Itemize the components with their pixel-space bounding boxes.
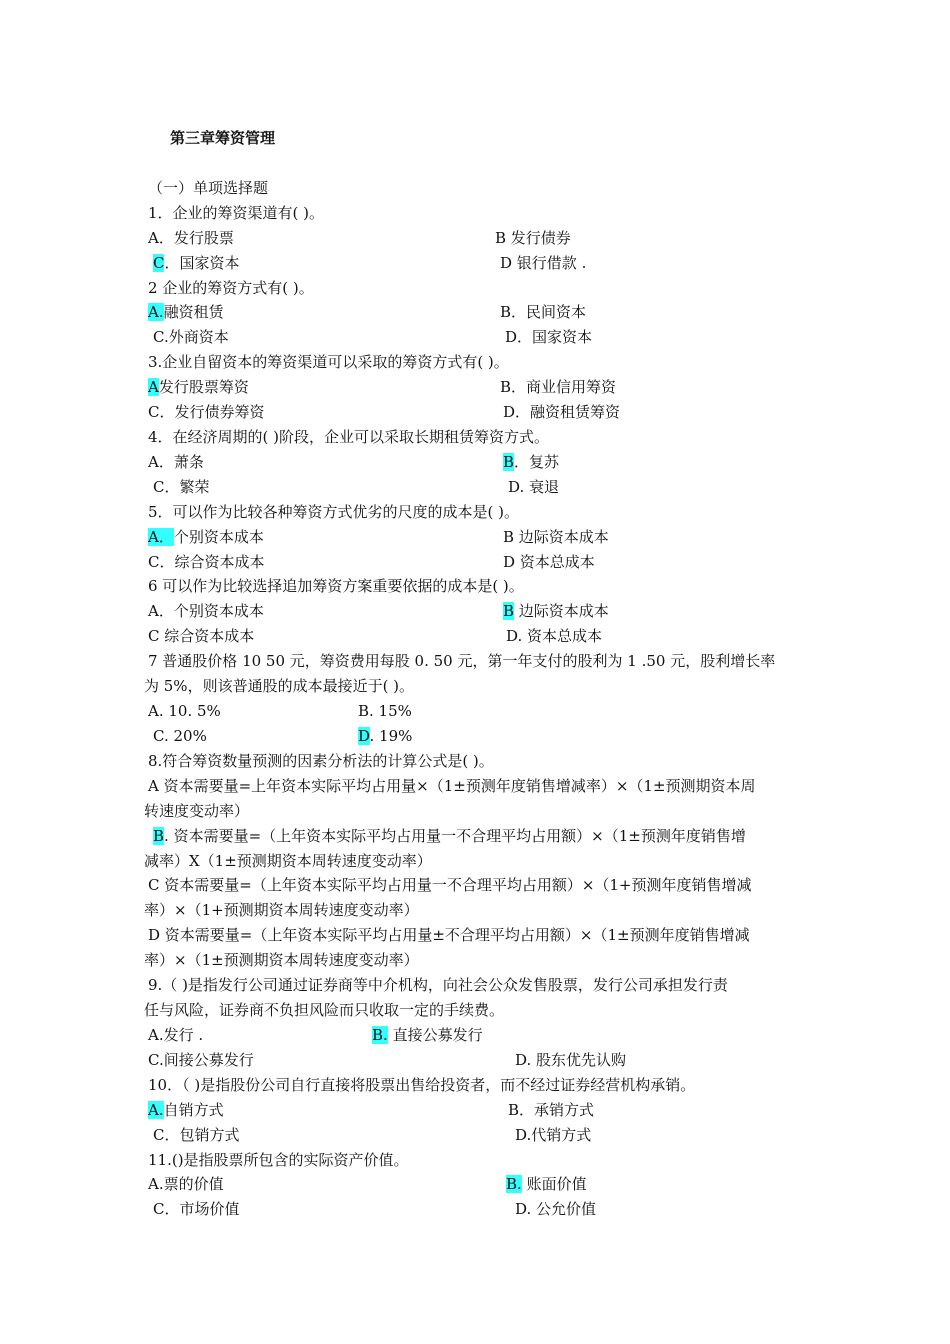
q6-option-d: D. 资本总成本	[506, 627, 603, 645]
q8-option-a-line-1: A 资本需要量=上年资本实际平均占用量×（1±预测年度销售增减率）×（1±预测期资本周	[148, 777, 756, 795]
q7-option-c: C. 20%	[153, 727, 207, 745]
question-10: 10．（ )是指股份公司自行直接将股票出售给投资者，而不经过证券经营机构承销。	[148, 1076, 696, 1094]
q4-option-d: D. 衰退	[508, 478, 560, 496]
q6-option-a: A．个别资本成本	[148, 602, 264, 620]
q1-answer-highlight: C	[153, 254, 165, 272]
q2-option-d: D．国家资本	[505, 328, 593, 346]
q8-option-c-line-2: 率）×（1+预测期资本周转速度变动率）	[144, 901, 419, 919]
q8-option-a-line-2: 转速度变动率）	[144, 802, 250, 820]
q6-answer-highlight: B	[503, 602, 515, 620]
question-9-line-2: 任与风险，证券商不负担风险而只收取一定的手续费。	[144, 1001, 505, 1019]
q2-option-a: A.融资租赁	[148, 303, 224, 321]
q8-answer-highlight: B	[153, 827, 165, 845]
q9-option-c: C.间接公募发行	[148, 1051, 254, 1069]
question-2: 2 企业的筹资方式有( )。	[148, 279, 314, 297]
question-8: 8.符合筹资数量预测的因素分析法的计算公式是( )。	[148, 752, 494, 770]
q9-option-d: D. 股东优先认购	[515, 1051, 627, 1069]
q3-option-a: A发行股票筹资	[148, 378, 249, 396]
q10-option-c: C．包销方式	[153, 1126, 240, 1144]
q5-option-c: C．综合资本成本	[148, 553, 265, 571]
q1-option-c: C．国家资本	[153, 254, 240, 272]
question-3: 3.企业自留资本的筹资渠道可以采取的筹资方式有( )。	[148, 353, 509, 371]
q9-answer-highlight: B.	[372, 1026, 388, 1044]
q10-answer-highlight: A.	[148, 1101, 164, 1119]
q5-option-d: D 资本总成本	[503, 553, 595, 571]
q9-option-a: A.发行 .	[148, 1026, 204, 1044]
q6-option-b: B 边际资本成本	[503, 602, 609, 620]
q1-option-b: B 发行债券	[495, 229, 571, 247]
question-7-line-2: 为 5%，则该普通股的成本最接近于( )。	[144, 677, 415, 695]
q10-option-a: A.自销方式	[148, 1101, 224, 1119]
q1-option-d: D 银行借款 .	[500, 254, 587, 272]
q11-option-c: C．市场价值	[153, 1200, 240, 1218]
q10-option-b: B．承销方式	[508, 1101, 595, 1119]
q7-answer-highlight: D	[358, 727, 370, 745]
q3-option-c: C．发行债券筹资	[148, 403, 265, 421]
question-9-line-1: 9.（ )是指发行公司通过证券商等中介机构，向社会公众发售股票，发行公司承担发行责	[148, 976, 728, 994]
q4-option-c: C．繁荣	[153, 478, 210, 496]
q5-option-b: B 边际资本成本	[503, 528, 609, 546]
q8-option-b-line-2: 减率）X（1±预测期资本周转速度变动率）	[144, 852, 432, 870]
q5-option-a: A．个别资本成本	[148, 528, 264, 546]
q4-option-b: B．复苏	[503, 453, 560, 471]
q8-option-c-line-1: C 资本需要量=（上年资本实际平均占用量一不合理平均占用额）×（1+预测年度销售增减	[148, 876, 752, 894]
q3-option-d: D．融资租赁筹资	[503, 403, 621, 421]
q4-answer-highlight: B	[503, 453, 515, 471]
q2-answer-highlight: A.	[148, 303, 164, 321]
question-11: 11.()是指股票所包含的实际资产价值。	[148, 1151, 409, 1169]
q11-option-b: B. 账面价值	[506, 1175, 587, 1193]
q7-option-b: B. 15%	[358, 702, 412, 720]
question-6: 6 可以作为比较选择追加筹资方案重要依据的成本是( )。	[148, 577, 524, 595]
section-heading: （一）单项选择题	[148, 179, 269, 197]
q5-answer-highlight: A．	[148, 528, 174, 546]
q7-option-a: A. 10. 5%	[148, 702, 221, 720]
q11-option-d: D. 公允价值	[515, 1200, 597, 1218]
q11-answer-highlight: B.	[506, 1175, 522, 1193]
q7-option-d: D. 19%	[358, 727, 413, 745]
q1-option-a: A．发行股票	[148, 229, 234, 247]
q2-option-c: C.外商资本	[153, 328, 229, 346]
q4-option-a: A．萧条	[148, 453, 204, 471]
q8-option-d-line-1: D 资本需要量=（上年资本实际平均占用量±不合理平均占用额）×（1±预测年度销售增减	[148, 926, 750, 944]
q9-option-b: B. 直接公募发行	[372, 1026, 483, 1044]
q3-answer-highlight: A	[148, 378, 159, 396]
q3-option-b: B．商业信用筹资	[500, 378, 617, 396]
chapter-title: 第三章筹资管理	[170, 129, 276, 147]
question-4: 4．在经济周期的( )阶段，企业可以采取长期租赁筹资方式。	[148, 428, 550, 446]
q11-option-a: A.票的价值	[148, 1175, 224, 1193]
question-5: 5．可以作为比较各种筹资方式优劣的尺度的成本是( )。	[148, 503, 520, 521]
q6-option-c: C 综合资本成本	[148, 627, 255, 645]
question-1: 1．企业的筹资渠道有( )。	[148, 204, 325, 222]
q8-option-b-line-1: B. 资本需要量=（上年资本实际平均占用量一不合理平均占用额）×（1±预测年度销售增	[153, 827, 746, 845]
q10-option-d: D.代销方式	[515, 1126, 592, 1144]
question-7-line-1: 7 普通股价格 10 50 元，筹资费用每股 0. 50 元，第一年支付的股利为 1 .50 元，股利增长率	[148, 652, 776, 670]
q8-option-d-line-2: 率）×（1±预测期资本周转速度变动率）	[144, 951, 419, 969]
q2-option-b: B．民间资本	[500, 303, 587, 321]
